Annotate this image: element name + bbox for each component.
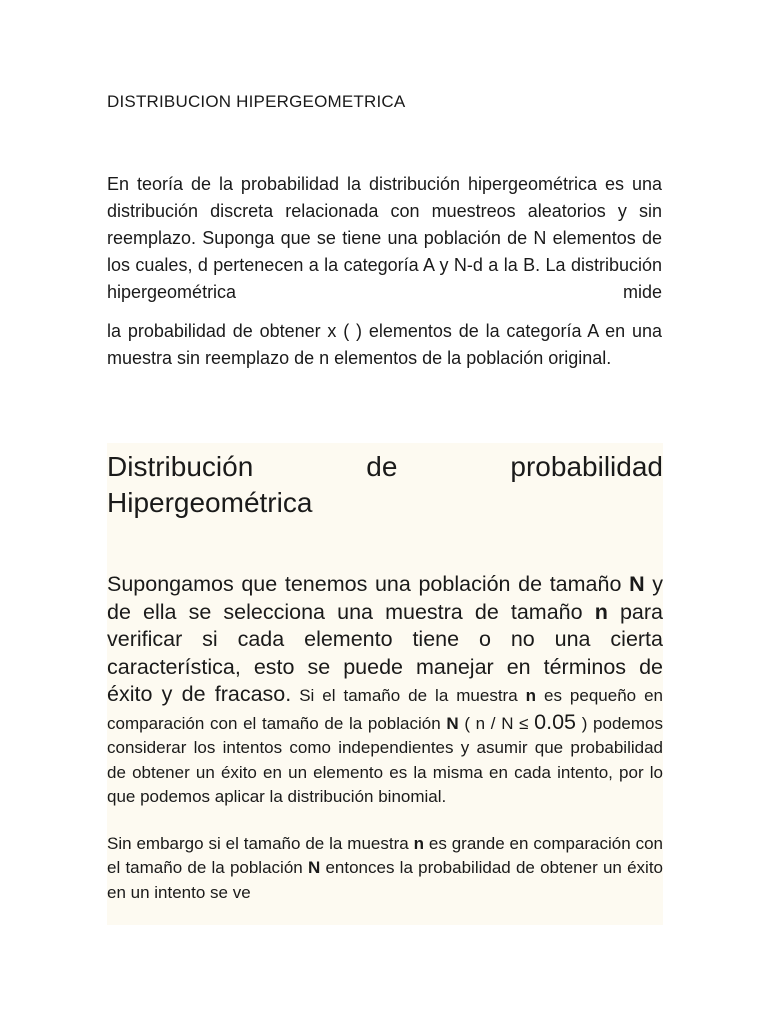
p1-text-a: Supongamos que tenemos una población de tamaño — [107, 572, 630, 596]
p1-symbol-N: N — [629, 572, 645, 596]
p2-text-b: es grande en comparación con el tamaño de la población — [107, 833, 663, 877]
p2-symbol-n: n — [413, 833, 424, 853]
p1-text-c: para verificar si cada elemento tiene o no una cierta característica, esto se puede manejar en términos de éxito y de fracaso. — [107, 599, 663, 706]
p1-text-d: Si el tamaño de la muestra — [291, 686, 526, 705]
highlighted-section — [107, 443, 663, 925]
heading-word-3: probabilidad — [510, 451, 663, 482]
intro-paragraph — [107, 171, 662, 306]
section-paragraph-2 — [107, 832, 663, 906]
p1-symbol-N2: N — [446, 713, 459, 733]
p2-text-a: Sin embargo si el tamaño de la muestra — [107, 833, 414, 853]
heading-word-1: Distribución — [107, 451, 254, 482]
p1-symbol-n: n — [594, 599, 608, 624]
intro-text-part2: la probabilidad de obtener x ( ) elementos de la categoría A en una muestra sin reemplazo de n elementos de la población original. — [107, 321, 662, 368]
p2-text-c: entonces la probabilidad de obtener un éxito en un intento se ve — [107, 858, 663, 902]
page-title: DISTRIBUCION HIPERGEOMETRICA — [107, 92, 406, 111]
intro-text-part1: En teoría de la probabilidad la distribución hipergeométrica es una distribución discreta relacionada con muestreos aleatorios y sin reemplazo. Suponga que se tiene una población de N elementos de los cuales, d pertenecen a la categoría A y N-d a la B. La distribución hipergeométrica mide — [107, 174, 662, 302]
p1-text-f: ( n / N ≤ — [458, 713, 535, 733]
heading-line-2: Hipergeométrica — [107, 487, 313, 518]
section-paragraph-1 — [107, 571, 663, 810]
p2-symbol-N: N — [307, 858, 321, 877]
heading-word-2: de — [366, 451, 398, 482]
p1-text-e: es pequeño en comparación con el tamaño de la población — [107, 686, 663, 733]
p1-text-b: y de ella se selecciona una muestra de tamaño — [107, 572, 663, 624]
section-heading — [107, 443, 663, 521]
intro-paragraph-continued — [107, 318, 662, 372]
p1-symbol-n2: n — [525, 686, 537, 705]
p1-ratio-value: 0.05 — [534, 709, 577, 734]
p1-text-g: ) podemos considerar los intentos como independientes y asumir que probabilidad de obtener un éxito en un elemento es la misma en cada intento, por lo que podemos aplicar la distribución binomial. — [107, 713, 663, 806]
